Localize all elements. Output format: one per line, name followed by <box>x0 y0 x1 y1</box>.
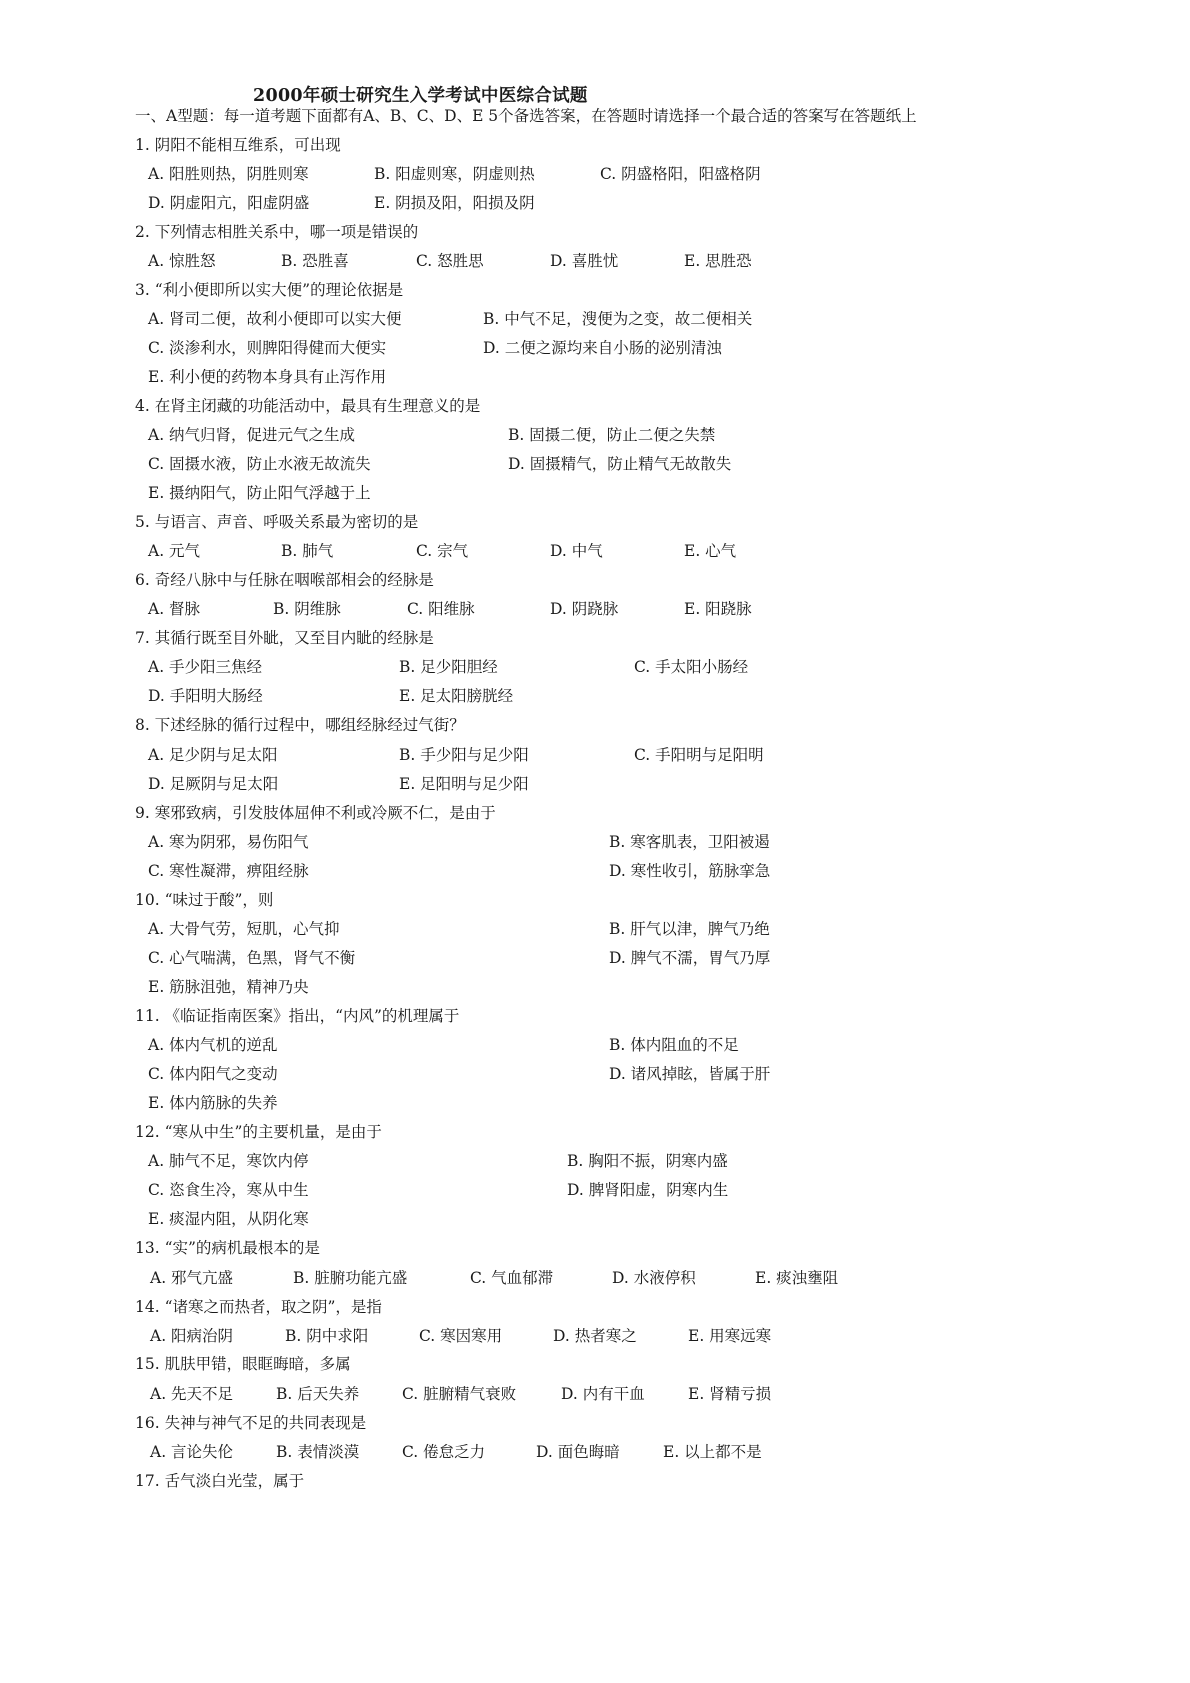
answer-option: E. 阳跷脉 <box>684 600 752 618</box>
question-stem: 3. “利小便即所以实大便”的理论依据是 <box>135 281 404 299</box>
question-stem: 13. “实”的病机最根本的是 <box>135 1239 320 1257</box>
question-stem: 15. 肌肤甲错，眼眶晦暗，多属 <box>135 1355 351 1373</box>
answer-option: D. 水液停积 <box>612 1269 696 1287</box>
question-stem: 2. 下列情志相胜关系中，哪一项是错误的 <box>135 223 419 241</box>
answer-option: C. 手阳明与足阳明 <box>634 746 764 764</box>
answer-option: D. 喜胜忧 <box>550 252 619 270</box>
answer-option: B. 手少阳与足少阳 <box>399 746 529 764</box>
answer-option: C. 心气喘满，色黑，肾气不衡 <box>148 949 356 967</box>
answer-option: A. 惊胜怒 <box>148 252 216 270</box>
question-stem: 9. 寒邪致病，引发肢体屈伸不利或冷厥不仁，是由于 <box>135 804 496 822</box>
answer-option: B. 恐胜喜 <box>281 252 349 270</box>
question-stem: 1. 阴阳不能相互维系，可出现 <box>135 136 341 154</box>
answer-option: E. 心气 <box>684 542 737 560</box>
answer-option: A. 大骨气劳，短肌，心气抑 <box>148 920 340 938</box>
answer-option: D. 中气 <box>550 542 603 560</box>
answer-option: D. 寒性收引，筋脉挛急 <box>609 862 771 880</box>
answer-option: C. 倦怠乏力 <box>402 1443 486 1461</box>
answer-option: D. 脾气不濡，胃气乃厚 <box>609 949 771 967</box>
answer-option: E. 筋脉沮弛，精神乃央 <box>148 978 309 996</box>
answer-option: B. 阴维脉 <box>273 600 341 618</box>
question-stem: 7. 其循行既至目外眦，又至目内眦的经脉是 <box>135 629 434 647</box>
answer-option: B. 脏腑功能亢盛 <box>293 1269 408 1287</box>
answer-option: B. 固摄二便，防止二便之失禁 <box>508 426 716 444</box>
answer-option: B. 足少阳胆经 <box>399 658 498 676</box>
answer-option: E. 思胜恐 <box>684 252 752 270</box>
answer-option: A. 言论失伦 <box>150 1443 234 1461</box>
page-title: 2000年硕士研究生入学考试中医综合试题 <box>253 86 588 106</box>
answer-option: B. 肝气以津，脾气乃绝 <box>609 920 770 938</box>
answer-option: E. 体内筋脉的失养 <box>148 1094 278 1112</box>
question-stem: 16. 失神与神气不足的共同表现是 <box>135 1414 367 1432</box>
answer-option: A. 肺气不足，寒饮内停 <box>148 1152 309 1170</box>
answer-option: D. 二便之源均来自小肠的泌别清浊 <box>483 339 722 357</box>
answer-option: C. 脏腑精气衰败 <box>402 1385 517 1403</box>
answer-option: B. 阴中求阳 <box>285 1327 369 1345</box>
answer-option: C. 恣食生冷，寒从中生 <box>148 1181 309 1199</box>
answer-option: E. 阴损及阳，阳损及阴 <box>374 194 535 212</box>
answer-option: C. 淡渗利水，则脾阳得健而大便实 <box>148 339 387 357</box>
answer-option: D. 固摄精气，防止精气无故散失 <box>508 455 732 473</box>
answer-option: D. 手阳明大肠经 <box>148 687 263 705</box>
answer-option: E. 痰湿内阻，从阴化寒 <box>148 1210 309 1228</box>
answer-option: E. 足阳明与足少阳 <box>399 775 529 793</box>
answer-option: C. 气血郁滞 <box>470 1269 554 1287</box>
answer-option: D. 阴虚阳亢，阳虚阴盛 <box>148 194 310 212</box>
answer-option: E. 肾精亏损 <box>688 1385 772 1403</box>
answer-option: B. 表情淡漠 <box>276 1443 360 1461</box>
answer-option: C. 体内阳气之变动 <box>148 1065 278 1083</box>
answer-option: B. 中气不足，溲便为之变，故二便相关 <box>483 310 753 328</box>
answer-option: E. 用寒远寒 <box>688 1327 772 1345</box>
answer-option: B. 后天失养 <box>276 1385 360 1403</box>
answer-option: B. 肺气 <box>281 542 334 560</box>
answer-option: A. 手少阳三焦经 <box>148 658 263 676</box>
answer-option: D. 热者寒之 <box>553 1327 637 1345</box>
answer-option: E. 痰浊壅阻 <box>755 1269 839 1287</box>
question-stem: 10. “味过于酸”，则 <box>135 891 274 909</box>
answer-option: A. 肾司二便，故利小便即可以实大便 <box>148 310 402 328</box>
question-stem: 14. “诸寒之而热者，取之阴”，是指 <box>135 1298 382 1316</box>
answer-option: A. 先天不足 <box>150 1385 234 1403</box>
question-stem: 6. 奇经八脉中与任脉在咽喉部相会的经脉是 <box>135 571 434 589</box>
answer-option: B. 胸阳不振，阴寒内盛 <box>567 1152 728 1170</box>
answer-option: E. 以上都不是 <box>663 1443 762 1461</box>
answer-option: B. 寒客肌表，卫阳被遏 <box>609 833 770 851</box>
answer-option: E. 足太阳膀胱经 <box>399 687 514 705</box>
answer-option: A. 纳气归肾，促进元气之生成 <box>148 426 356 444</box>
answer-option: D. 诸风掉眩，皆属于肝 <box>609 1065 771 1083</box>
question-stem: 17. 舌气淡白光莹，属于 <box>135 1472 305 1490</box>
answer-option: A. 督脉 <box>148 600 201 618</box>
answer-option: A. 邪气亢盛 <box>150 1269 234 1287</box>
answer-option: D. 足厥阴与足太阳 <box>148 775 279 793</box>
answer-option: C. 寒性凝滞，痹阻经脉 <box>148 862 309 880</box>
answer-option: C. 寒因寒用 <box>419 1327 503 1345</box>
question-stem: 8. 下述经脉的循行过程中，哪组经脉经过气街？ <box>135 716 465 734</box>
answer-option: C. 阳维脉 <box>407 600 475 618</box>
answer-option: B. 体内阻血的不足 <box>609 1036 739 1054</box>
answer-option: D. 阴跷脉 <box>550 600 619 618</box>
answer-option: C. 怒胜思 <box>416 252 484 270</box>
question-stem: 11. 《临证指南医案》指出，“内风”的机理属于 <box>135 1007 460 1025</box>
answer-option: A. 阳胜则热，阴胜则寒 <box>148 165 309 183</box>
answer-option: B. 阳虚则寒，阴虚则热 <box>374 165 535 183</box>
answer-option: C. 手太阳小肠经 <box>634 658 749 676</box>
section-heading: 一、A型题：每一道考题下面都有A、B、C、D、E 5个备选答案，在答题时请选择一个最合适的答案写在答题纸上 <box>135 107 917 125</box>
answer-option: D. 面色晦暗 <box>536 1443 620 1461</box>
answer-option: A. 寒为阴邪，易伤阳气 <box>148 833 309 851</box>
answer-option: E. 摄纳阳气，防止阳气浮越于上 <box>148 484 371 502</box>
answer-option: C. 阴盛格阳，阳盛格阴 <box>600 165 761 183</box>
question-stem: 5. 与语言、声音、呼吸关系最为密切的是 <box>135 513 419 531</box>
question-stem: 12. “寒从中生”的主要机量，是由于 <box>135 1123 382 1141</box>
answer-option: A. 元气 <box>148 542 201 560</box>
answer-option: D. 内有干血 <box>561 1385 645 1403</box>
answer-option: A. 足少阴与足太阳 <box>148 746 278 764</box>
answer-option: E. 利小便的药物本身具有止泻作用 <box>148 368 387 386</box>
answer-option: D. 脾肾阳虚，阴寒内生 <box>567 1181 729 1199</box>
answer-option: A. 阳病治阴 <box>150 1327 234 1345</box>
answer-option: C. 宗气 <box>416 542 469 560</box>
answer-option: A. 体内气机的逆乱 <box>148 1036 278 1054</box>
answer-option: C. 固摄水液，防止水液无故流失 <box>148 455 371 473</box>
question-stem: 4. 在肾主闭藏的功能活动中，最具有生理意义的是 <box>135 397 481 415</box>
